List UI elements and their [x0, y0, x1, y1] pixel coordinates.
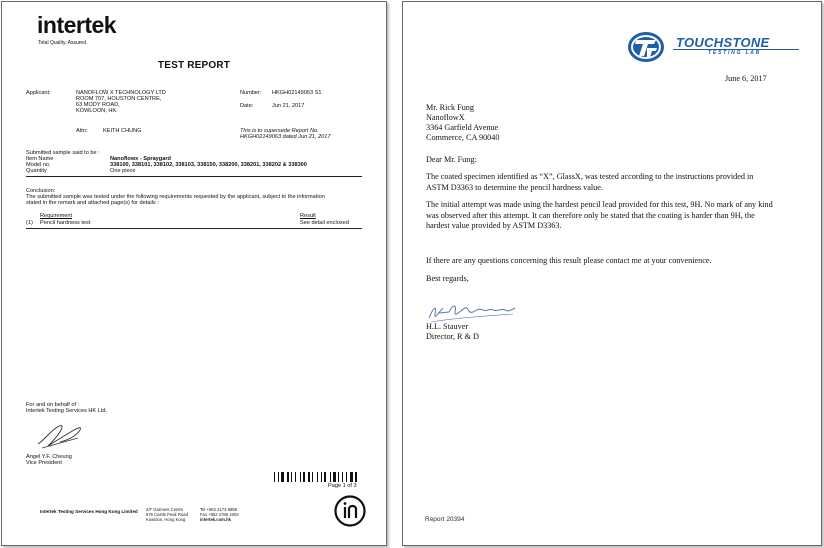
recipient-company: NanoflowX	[426, 113, 465, 122]
barcode-bar	[317, 472, 318, 482]
report-number: Report 20394	[425, 516, 465, 523]
barcode-bar	[355, 472, 357, 482]
footer-website: intertek.com.hk	[200, 517, 231, 522]
applicant-line-3: 63 MODY ROAD,	[76, 102, 120, 108]
barcode-bar	[321, 472, 322, 482]
conclusion-line-1: The submitted sample was tested under the following requirements requested by the applicant, subject to the information	[26, 194, 325, 200]
quantity-label: Quantity	[26, 168, 47, 174]
intertek-logo: intertek	[37, 12, 117, 38]
paragraph-1: The coated specimen identified as “X”, GlassX, was tested according to the instructions provided in ASTM D3363 to determine the pencil hardness value.	[426, 172, 754, 192]
attn-value: KEITH CHUNG	[103, 128, 142, 134]
footer-address-1: 2/F Garment Centre	[146, 507, 184, 512]
intertek-in-mark-icon	[333, 494, 367, 528]
barcode-bar	[324, 472, 326, 482]
result-value: See detail enclosed	[300, 220, 349, 226]
divider-requirements	[26, 228, 362, 229]
quantity-value: One piece	[110, 168, 136, 174]
recipient-name: Mr. Rick Fung	[426, 103, 474, 112]
barcode-bar	[291, 472, 292, 482]
barcode-bar	[278, 472, 279, 482]
signer-title: Director, R & D	[426, 332, 479, 341]
divider-sample	[26, 176, 362, 177]
conclusion-line-2: stated in the remark and attached page(s) for details :	[26, 200, 159, 206]
conclusion-label: Conclusion:	[26, 188, 56, 194]
behalf-line-2: Intertek Testing Services HK Ltd.	[26, 408, 108, 414]
requirement-header: Requirement	[40, 213, 73, 219]
recipient-street: 3364 Garfield Avenue	[426, 123, 499, 132]
report-title: TEST REPORT	[157, 60, 231, 71]
intertek-test-report-page	[1, 1, 387, 546]
requirement-number: (1)	[26, 220, 33, 226]
barcode-bar	[330, 472, 331, 482]
attn-label: Attn:	[76, 128, 88, 134]
touchstone-logo-subtext: TESTING LAB	[708, 50, 762, 56]
model-value: 338100, 338101, 338102, 338103, 338150, 338200, 338201, 338202 & 338300	[110, 162, 307, 168]
salutation: Dear Mr. Fung:	[426, 155, 477, 164]
behalf-line-1: For and on behalf of :	[26, 402, 80, 408]
footer-company: Intertek Testing Services Hong Kong Limited	[40, 509, 138, 514]
sample-intro: Submitted sample said to be :	[26, 150, 100, 156]
applicant-label: Applicant:	[26, 90, 51, 96]
applicant-line-4: KOWLOON, HK.	[76, 108, 118, 114]
number-label: Number:	[240, 90, 262, 96]
signer-title: Vice President	[26, 460, 62, 466]
barcode-bar	[342, 472, 343, 482]
footer-address-2: 576 Castle Peak Road	[146, 512, 188, 517]
barcode-bar	[303, 472, 305, 482]
barcode-bar	[300, 472, 301, 482]
item-name-value: Nanoflowx - Spraygard	[110, 156, 171, 162]
closing: Best regards,	[426, 274, 469, 283]
footer-address-3: Kowloon, Hong Kong	[146, 517, 186, 522]
model-label: Model no.	[26, 162, 51, 168]
applicant-line-1: NANOFLOW X TECHNOLOGY LTD	[76, 90, 166, 96]
barcode-bar	[287, 472, 289, 482]
date-value: Jun 21, 2017	[272, 103, 305, 109]
result-header: Result	[300, 213, 316, 219]
barcode-bar	[338, 472, 339, 482]
barcode	[274, 472, 366, 482]
barcode-bar	[350, 472, 353, 482]
barcode-bar	[281, 472, 284, 482]
signer-name: Angel Y.F. Cheung	[26, 454, 72, 460]
touchstone-letter-page	[402, 1, 822, 546]
applicant-line-2: ROOM 707, HOUSTON CENTRE,	[76, 96, 162, 102]
barcode-bar	[346, 472, 347, 482]
signature-image	[34, 418, 86, 452]
logo-tagline: Total Quality. Assured.	[38, 40, 88, 46]
paragraph-3: If there are any questions concerning this result please contact me at your convenience.	[426, 256, 712, 265]
barcode-bar	[274, 472, 275, 482]
date-label: Date:	[240, 103, 254, 109]
signer-name: H.L. Stauver	[426, 322, 469, 331]
recipient-city: Commerce, CA 90040	[426, 133, 500, 142]
barcode-bar	[308, 472, 310, 482]
barcode-bar	[333, 472, 336, 482]
barcode-bar	[295, 472, 296, 482]
letter-date: June 6, 2017	[725, 74, 767, 83]
footer-fax: Fax +852 2786 1903	[200, 512, 239, 517]
supersede-line-2: HKGH02149063 dated Jun 21, 2017	[240, 134, 331, 140]
page-number: Page 1 of 3	[328, 483, 357, 489]
touchstone-logo-text: TOUCHSTONE	[676, 35, 770, 50]
supersede-line-1: This is to supersede Report No.	[240, 128, 319, 134]
number-value: HKGH02149063 S1	[272, 90, 322, 96]
barcode-bar	[312, 472, 313, 482]
footer-tel: Tel +852 2173 8888	[200, 507, 237, 512]
requirement-value: Pencil hardness test	[40, 220, 91, 226]
item-name-label: Item Name	[26, 156, 54, 162]
paragraph-2: The initial attempt was made using the hardest pencil lead provided for this test, 9H. No mark of any kind was observed after this attempt. It can therefore only be stated that the coating is harder than 9H, the hardest value provided by ASTM D3363.	[426, 200, 773, 230]
